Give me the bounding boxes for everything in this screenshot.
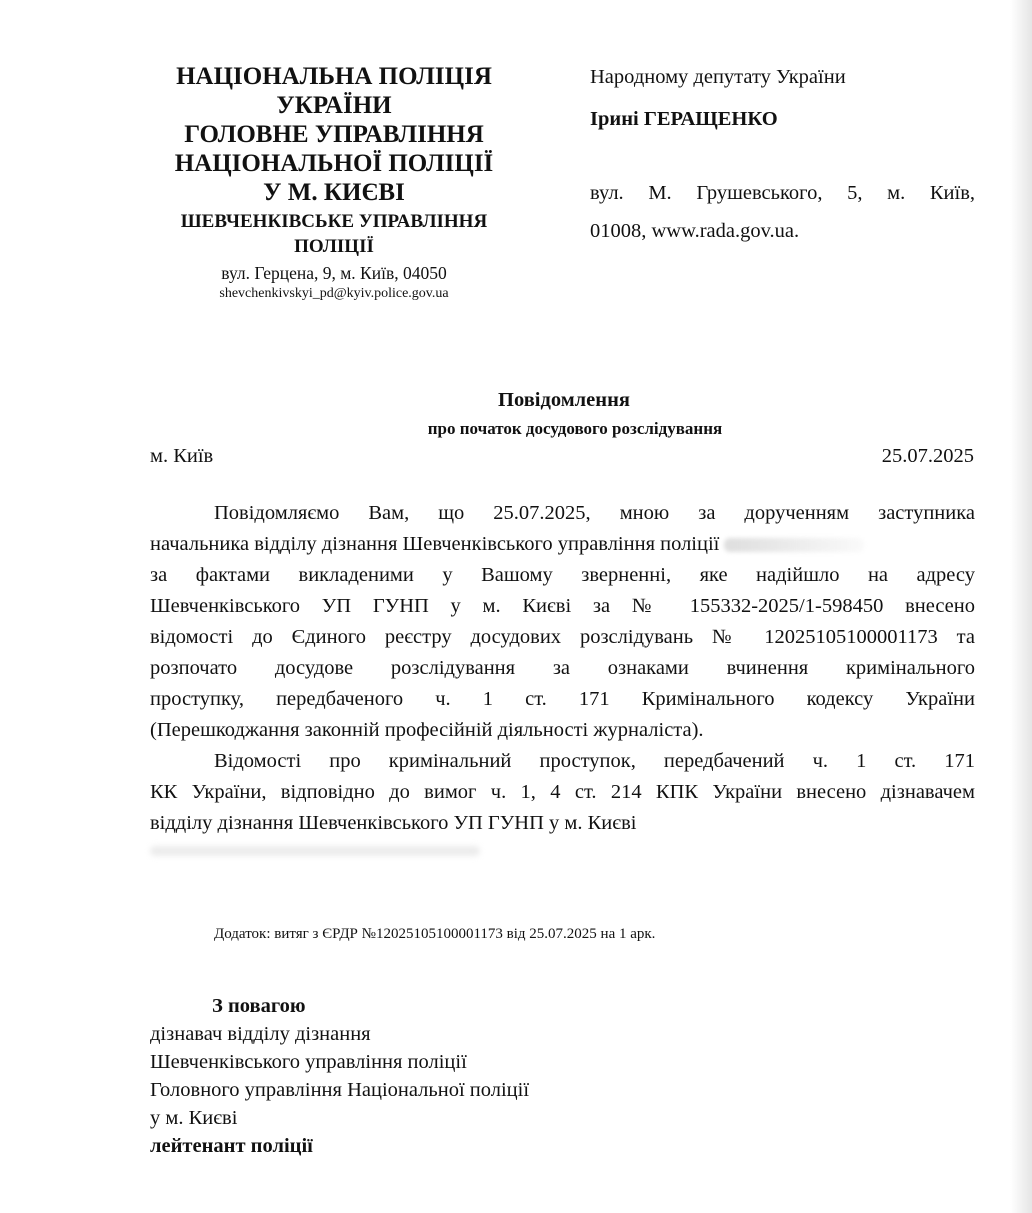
signature-line: дізнавач відділу дізнання (150, 1023, 371, 1045)
redacted-text (724, 538, 864, 552)
body-line: Відомості про кримінальний проступок, передбачений ч. 1 ст. 171 (214, 750, 975, 772)
attachment-note: Додаток: витяг з ЄРДР №12025105100001173 від 25.07.2025 на 1 арк. (214, 926, 656, 942)
recipient-block (590, 62, 975, 250)
document-subtitle: про початок досудового розслідування (427, 419, 723, 438)
body-line: (Перешкоджання законній професійній діяльності журналіста). (150, 719, 704, 741)
sender-header (150, 62, 518, 304)
sender-org-line: ГОЛОВНЕ УПРАВЛІННЯ (184, 121, 484, 148)
sender-dept-line: ПОЛІЦІЇ (294, 236, 374, 257)
document-title: Повідомлення (498, 389, 630, 411)
sender-address: вул. Герцена, 9, м. Київ, 04050 (221, 263, 447, 283)
recipient-address-line1: вул. М. Грушевського, 5, м. Київ, (590, 182, 975, 204)
signature-line: у м. Києві (150, 1107, 238, 1129)
page-edge-shadow (1010, 0, 1032, 1213)
recipient-address-line2: 01008, www.rada.gov.ua. (590, 220, 800, 242)
body-line: Повідомляємо Вам, що 25.07.2025, мною за дорученням заступника (214, 502, 975, 524)
signature-line: Головного управління Національної поліції (150, 1079, 530, 1101)
body-line: відділу дізнання Шевченківського УП ГУНП у м. Києві (150, 812, 637, 834)
sender-org-line: УКРАЇНИ (276, 92, 392, 119)
sender-org-line: У М. КИЄВІ (263, 179, 405, 206)
sender-email: shevchenkivskyi_pd@kyiv.police.gov.ua (219, 286, 449, 301)
signature-line: Шевченківського управління поліції (150, 1051, 467, 1073)
body-line (150, 529, 975, 560)
body-line: проступку, передбаченого ч. 1 ст. 171 Кримінального кодексу України (150, 688, 975, 710)
document-body (150, 498, 975, 839)
body-line: Шевченківського УП ГУНП у м. Києві за № 155332-2025/1-598450 внесено (150, 595, 975, 617)
sender-dept-line: ШЕВЧЕНКІВСЬКЕ УПРАВЛІННЯ (180, 211, 488, 232)
document-date: 25.07.2025 (881, 445, 974, 467)
document-title-block (0, 386, 1032, 442)
body-line: розпочато досудове розслідування за ознаками вчинення кримінального (150, 657, 975, 679)
recipient-title: Народному депутату України (590, 66, 846, 88)
document-place: м. Київ (150, 445, 214, 467)
sender-org-line: НАЦІОНАЛЬНА ПОЛІЦІЯ (176, 63, 492, 90)
signature-regards: З повагою (212, 995, 306, 1017)
body-line: за фактами викладеними у Вашому зверненні, яке надійшло на адресу (150, 564, 975, 586)
sender-org-line: НАЦІОНАЛЬНОЇ ПОЛІЦІЇ (174, 150, 494, 177)
recipient-name: Ірині ГЕРАЩЕНКО (590, 108, 778, 130)
body-line: відомості до Єдиного реєстру досудових розслідувань № 12025105100001173 та (150, 626, 975, 648)
body-line-text: начальника відділу дізнання Шевченківського управління поліції (150, 533, 720, 555)
redacted-text (150, 846, 480, 856)
body-line: КК України, відповідно до вимог ч. 1, 4 ст. 214 КПК України внесено дізнавачем (150, 781, 975, 803)
signature-rank: лейтенант поліції (150, 1135, 313, 1157)
signature-block (150, 992, 529, 1160)
